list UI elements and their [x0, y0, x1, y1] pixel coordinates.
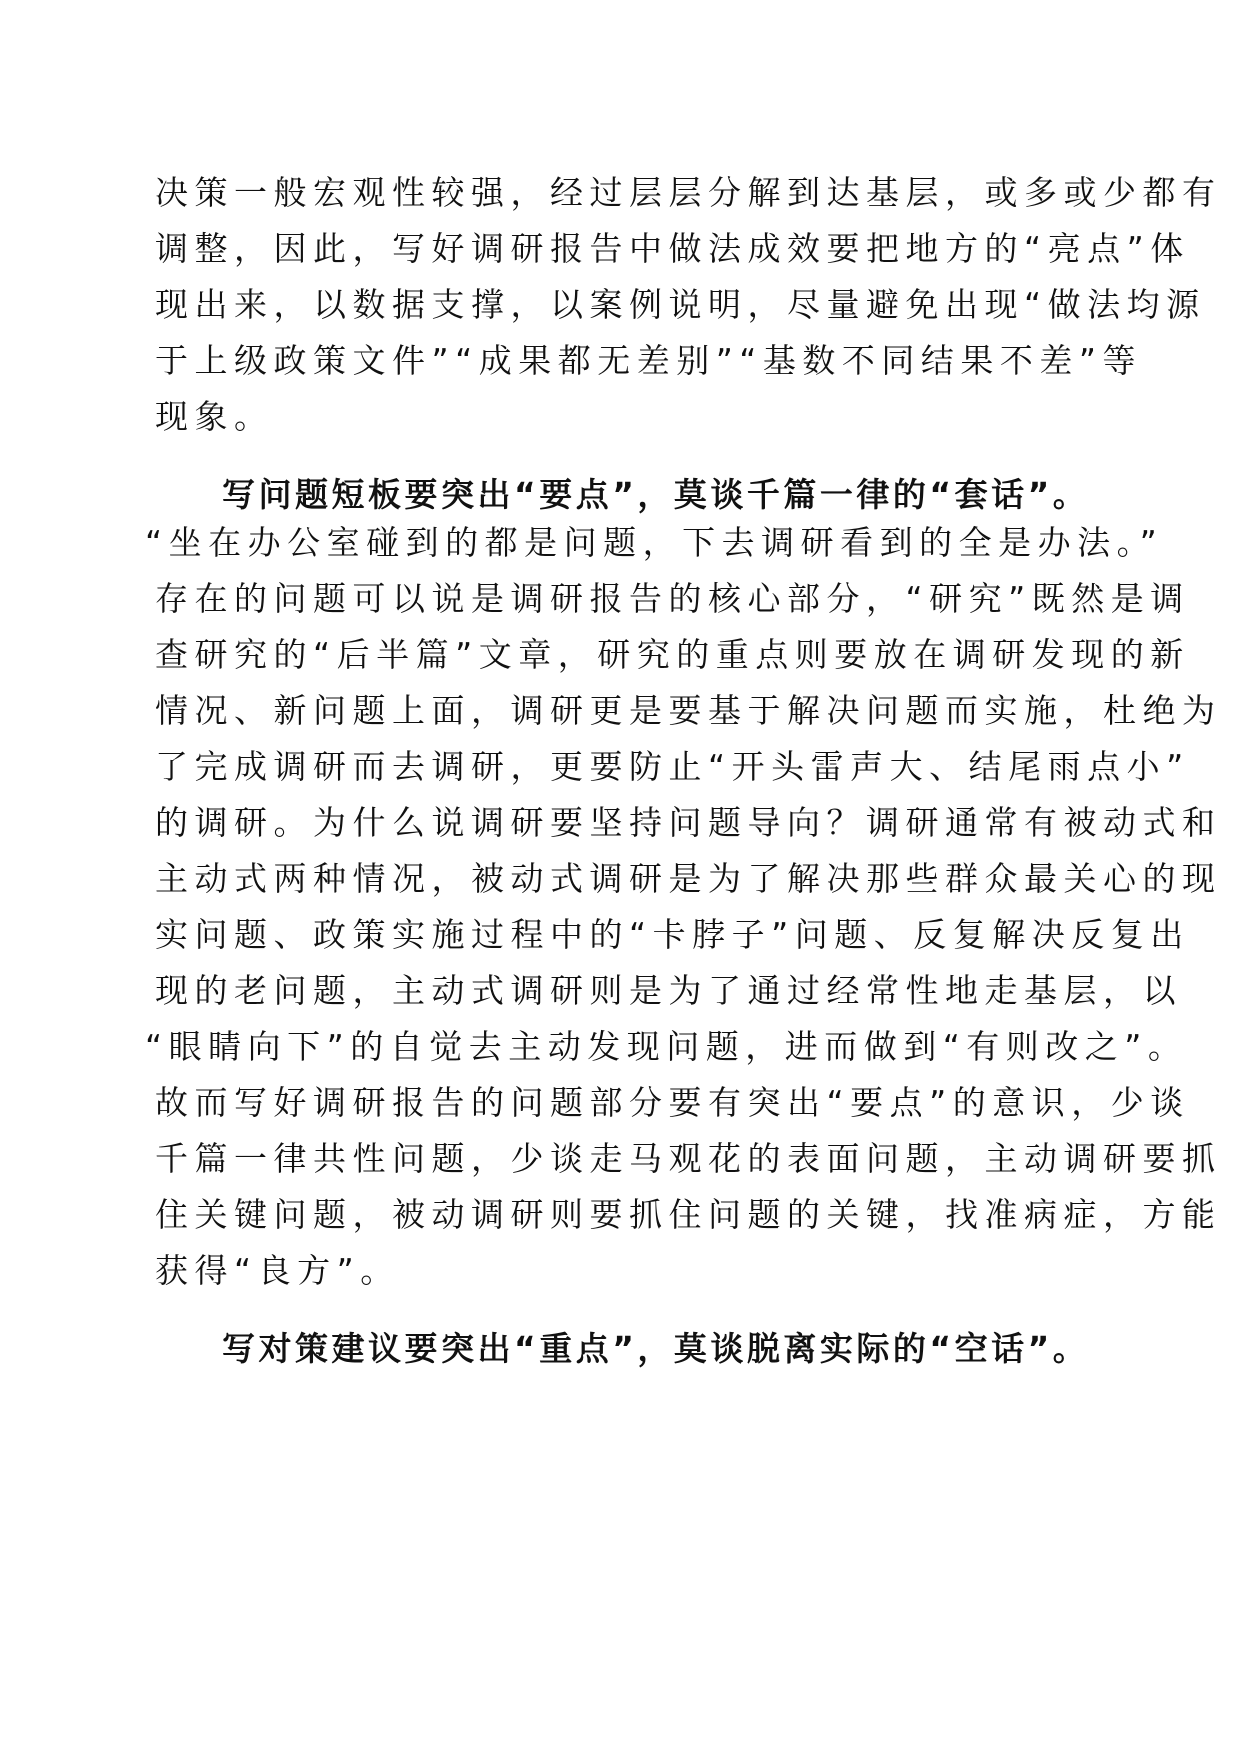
section-heading-problems: 写问题短板要突出“要点”，莫谈千篇一律的“套话”。	[222, 475, 1090, 514]
paragraph-line: 调整，因此，写好调研报告中做法成效要把地方的“亮点”体	[155, 229, 1190, 268]
paragraph-line: “眼睛向下”的自觉去主动发现问题，进而做到“有则改之”。	[145, 1027, 1188, 1066]
paragraph-line: 了完成调研而去调研，更要防止“开头雷声大、结尾雨点小”	[155, 747, 1190, 786]
paragraph-line: 现象。	[155, 397, 274, 436]
paragraph-line: 现出来，以数据支撑，以案例说明，尽量避免出现“做法均源	[155, 285, 1206, 324]
paragraph-line: 现的老问题，主动式调研则是为了通过经常性地走基层，以	[155, 971, 1182, 1010]
paragraph-line: “坐在办公室碰到的都是问题，下去调研看到的全是办法。”	[145, 523, 1164, 562]
paragraph-line: 情况、新问题上面，调研更是要基于解决问题而实施，杜绝为	[155, 691, 1222, 730]
paragraph-line: 的调研。为什么说调研要坚持问题导向？调研通常有被动式和	[155, 803, 1222, 842]
paragraph-line: 主动式两种情况，被动式调研是为了解决那些群众最关心的现	[155, 859, 1222, 898]
paragraph-line: 于上级政策文件”“成果都无差别”“基数不同结果不差”等	[155, 341, 1142, 380]
paragraph-line: 查研究的“后半篇”文章，研究的重点则要放在调研发现的新	[155, 635, 1190, 674]
paragraph-line: 千篇一律共性问题，少谈走马观花的表面问题，主动调研要抓	[155, 1139, 1222, 1178]
paragraph-line: 故而写好调研报告的问题部分要有突出“要点”的意识，少谈	[155, 1083, 1190, 1122]
paragraph-line: 获得“良方”。	[155, 1251, 400, 1290]
paragraph-line: 决策一般宏观性较强，经过层层分解到达基层，或多或少都有	[155, 173, 1222, 212]
section-heading-suggestions: 写对策建议要突出“重点”，莫谈脱离实际的“空话”。	[222, 1329, 1090, 1368]
paragraph-line: 住关键问题，被动调研则要抓住问题的关键，找准病症，方能	[155, 1195, 1222, 1234]
paragraph-line: 存在的问题可以说是调研报告的核心部分，“研究”既然是调	[155, 579, 1190, 618]
paragraph-line: 实问题、政策实施过程中的“卡脖子”问题、反复解决反复出	[155, 915, 1190, 954]
